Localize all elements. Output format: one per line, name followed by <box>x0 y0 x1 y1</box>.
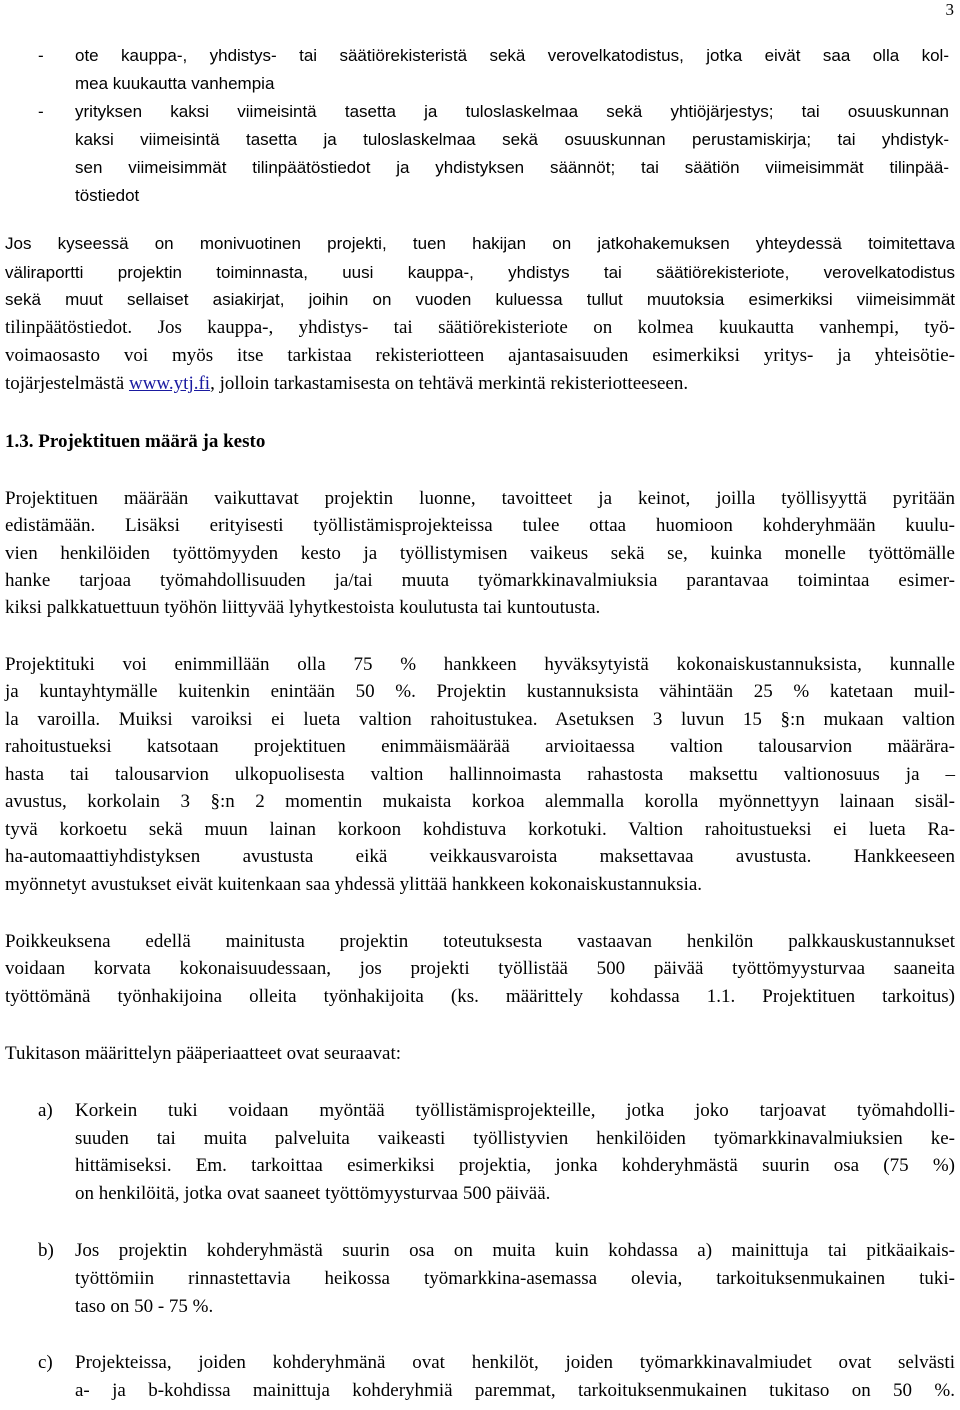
list-item-line: a- ja b-kohdissa mainittuja kohderyhmiä paremmat, tarkoituksenmukainen tukitaso on 50 %. <box>75 1380 955 1401</box>
paragraph-line: ha-automaattiyhdistyksen avustusta eikä veikkausvaroista maksettavaa avustusta. Hankkeeseen <box>5 846 955 867</box>
list-item-line: taso on 50 - 75 %. <box>75 1296 214 1317</box>
list-item-line: Korkein tuki voidaan myöntää työllistämisprojekteille, jotka joko tarjoavat työmahdolli- <box>75 1100 955 1121</box>
list-item-line: suuden tai muita palveluita vaikeasti työllistyvien henkilöiden työmarkkinavalmiuksien ke- <box>75 1128 955 1149</box>
list-item-line: mea kuukautta vanhempia <box>75 74 275 93</box>
paragraph-line: myönnetyt avustukset eivät kuitenkaan saa yhdessä ylittää hankkeen kokonaiskustannuksia. <box>5 874 703 895</box>
list-item-line: työttömiin rinnastettavia heikossa työmarkkina-asemassa olevia, tarkoituksenmukainen tuki- <box>75 1268 955 1289</box>
paragraph-line: työttömänä työnhakijoina olleita työnhakijoita (ks. määrittely kohdassa 1.1. Projektituen tarkoitus) <box>5 986 955 1007</box>
list-item-line: töstiedot <box>75 186 140 205</box>
paragraph-line: Poikkeuksena edellä mainitusta projektin toteutuksesta vastaavan henkilön palkkauskustannukset <box>5 931 955 952</box>
list-marker: a) <box>38 1100 53 1121</box>
list-marker: b) <box>38 1240 54 1261</box>
paragraph-line: sekä muut sellaiset asiakirjat, joihin on vuoden kuluessa tullut muutoksia esimerkiksi viimeisimmät <box>5 290 955 309</box>
list-item-line: yrityksen kaksi viimeisintä tasetta ja tuloslaskelmaa sekä yhtiöjärjestys; tai osuuskunnan <box>75 102 949 121</box>
paragraph-line: la varoilla. Muiksi varoiksi ei lueta valtion rahoitustukea. Asetuksen 3 luvun 15 §:n mukaan valtion <box>5 709 955 730</box>
paragraph-line: Projektituki voi enimmillään olla 75 % hankkeen hyväksytyistä kokonaiskustannuksista, kunnalle <box>5 654 955 675</box>
principles-intro: Tukitason määrittelyn pääperiaatteet ovat seuraavat: <box>5 1043 402 1064</box>
list-item-line: kaksi viimeisintä tasetta ja tuloslaskelmaa sekä osuuskunnan perustamiskirja; tai yhdistyk- <box>75 130 949 149</box>
list-item-line: ote kauppa-, yhdistys- tai säätiörekisteristä sekä verovelkatodistus, jotka eivät saa olla kol- <box>75 46 949 65</box>
paragraph-line: Projektituen määrään vaikuttavat projektin luonne, tavoitteet ja keinot, joilla työllisyyttä pyritään <box>5 488 955 509</box>
paragraph-line: avustus, korkolain 3 §:n 2 momentin mukaista korkoa alemmalla korolla myönnettyyn lainaan sisäl- <box>5 791 955 812</box>
paragraph-line: rahoitustueksi katsotaan projektituen enimmäismäärää arvioitaessa valtion talousarvion määrära- <box>5 736 955 757</box>
paragraph-line: kiksi palkkatuettuun työhön liittyvää lyhytkestoista koulutusta tai kuntoutusta. <box>5 597 601 618</box>
paragraph-line: tilinpäätöstiedot. Jos kauppa-, yhdistys- tai säätiörekisteriote on kolmea kuukautta vanhempi, työ- <box>5 317 955 338</box>
paragraph-line: edistämään. Lisäksi erityisesti työllistämisprojekteissa tulee ottaa huomioon kohderyhmään kuulu- <box>5 515 955 536</box>
ytj-link[interactable]: www.ytj.fi <box>128 373 211 394</box>
list-item-line: on henkilöitä, jotka ovat saaneet työttömyysturvaa 500 päivää. <box>75 1183 551 1204</box>
paragraph-line <box>5 370 688 398</box>
list-item-line: Jos projektin kohderyhmästä suurin osa on muita kuin kohdassa a) mainittuja tai pitkäaikais- <box>75 1240 955 1261</box>
paragraph-line: ja kuntayhtymälle kuitenkin enintään 50 %. Projektin kustannuksista vähintään 25 % katetaan muil- <box>5 681 955 702</box>
section-heading: 1.3. Projektituen määrä ja kesto <box>5 431 266 452</box>
list-marker: c) <box>38 1352 53 1373</box>
paragraph-line: tyvä korkoetu sekä muun lainan korkoon kohdistuva korkotuki. Valtion rahoitustueksi ei lueta Ra- <box>5 819 955 840</box>
list-marker: - <box>38 46 44 65</box>
list-item-line: sen viimeisimmät tilinpäätöstiedot ja yhdistyksen säännöt; tai säätiön viimeisimmät tilinpää- <box>75 158 949 177</box>
page-number: 3 <box>945 0 954 19</box>
list-item-line: hittämiseksi. Em. tarkoittaa esimerkiksi projektia, jonka kohderyhmästä suurin osa (75 %) <box>75 1155 955 1176</box>
text-segment: tojärjestelmästä <box>5 373 129 394</box>
list-item-line: Projekteissa, joiden kohderyhmänä ovat henkilöt, joiden työmarkkinavalmiudet ovat selvästi <box>75 1352 955 1373</box>
list-marker: - <box>38 102 44 121</box>
paragraph-line: voimaosasto voi myös itse tarkistaa rekisteriotteen ajantasaisuuden esimerkiksi yritys- ja yhteisötie- <box>5 345 955 366</box>
paragraph-line: hanke tarjoaa työmahdollisuuden ja/tai muuta työmarkkinavalmiuksia parantavaa toimintaa esimer- <box>5 570 955 591</box>
paragraph-line: vien henkilöiden työttömyyden kesto ja työllistymisen vaikeus sekä se, kuinka monelle työttömälle <box>5 543 955 564</box>
paragraph-line: väliraportti projektin toiminnasta, uusi kauppa-, yhdistys tai säätiörekisteriote, verovelkatodistus <box>5 263 955 282</box>
text-segment: , jolloin tarkastamisesta on tehtävä merkintä rekisteriotteeseen. <box>210 373 689 394</box>
paragraph-line: voidaan korvata kokonaisuudessaan, jos projekti työllistää 500 päivää työttömyysturvaa saaneita <box>5 958 955 979</box>
paragraph-line: hasta tai talousarvion ulkopuolisesta valtion hallinnoimasta rahastosta maksettu valtionosuus ja – <box>5 764 955 785</box>
paragraph-line: Jos kyseessä on monivuotinen projekti, tuen hakijan on jatkohakemuksen yhteydessä toimitettava <box>5 234 955 253</box>
